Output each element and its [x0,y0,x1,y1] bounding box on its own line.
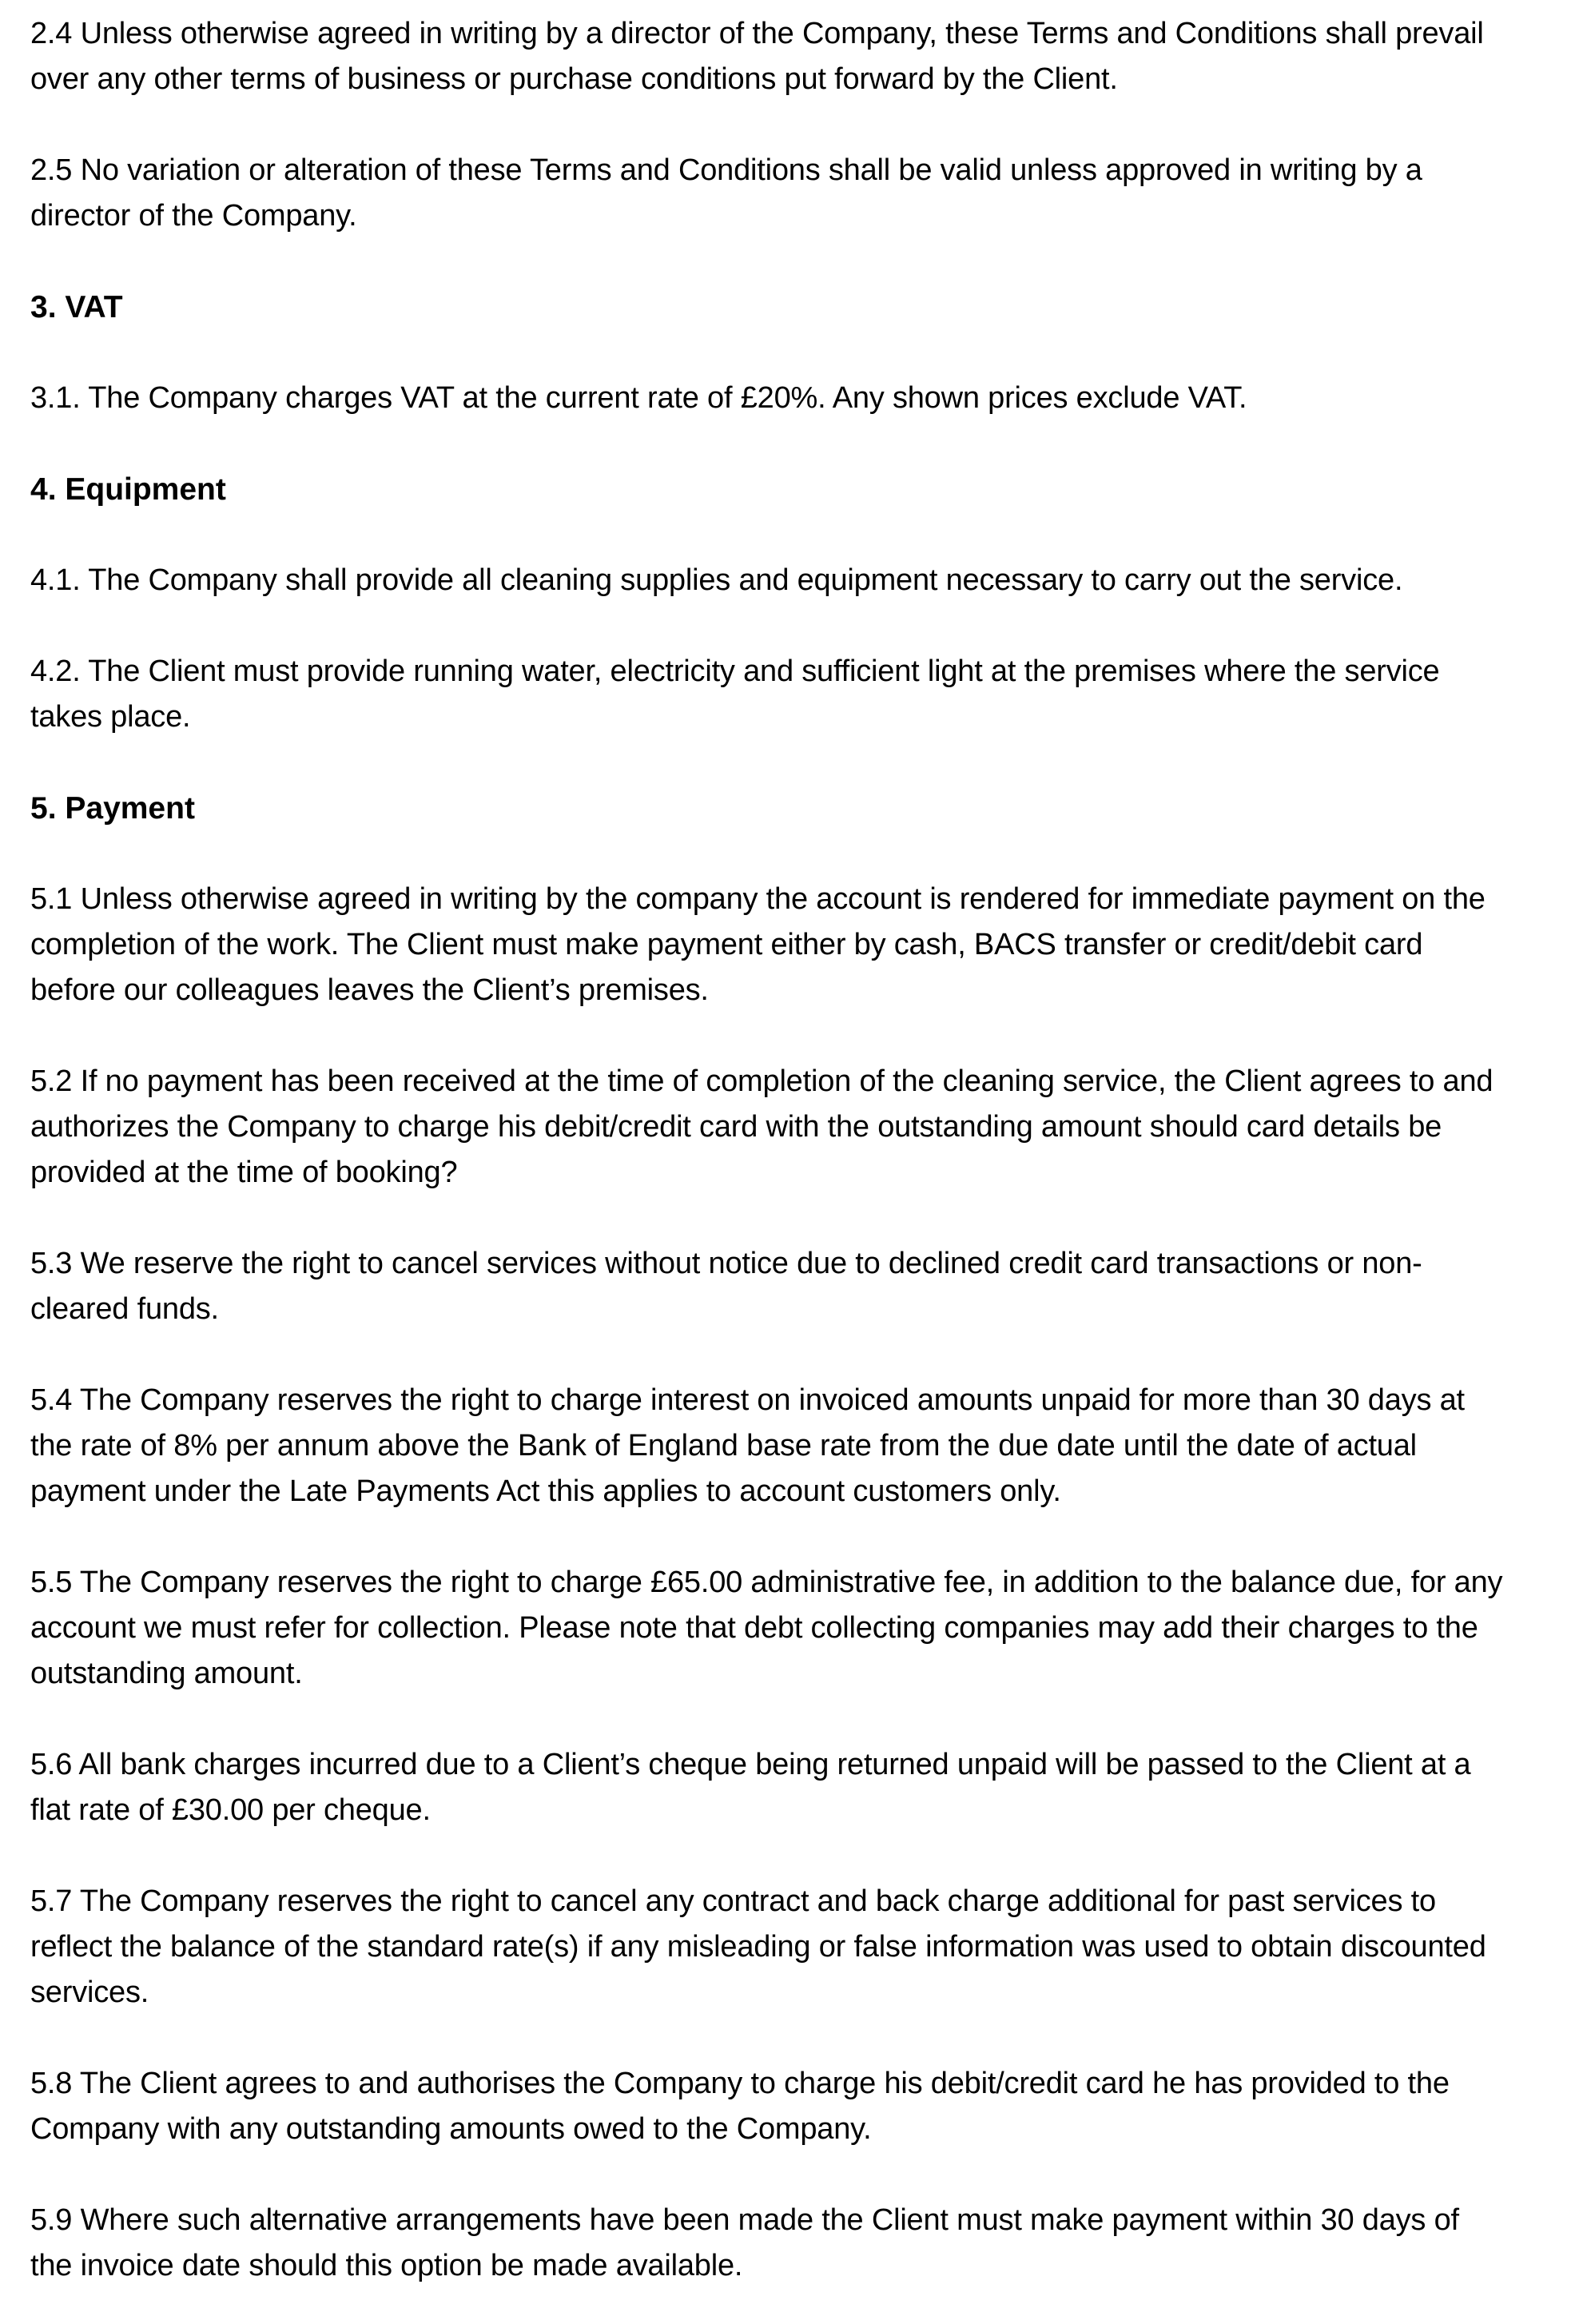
clause-5-8: 5.8 The Client agrees to and authorises the Company to charge his debit/credit card he has provided to the Company with any outstanding amounts owed to the Company. [30,2067,1450,2146]
section-heading-payment: 5. Payment [30,791,195,826]
clause-5-4: 5.4 The Company reserves the right to charge interest on invoiced amounts unpaid for more than 30 days at the rate of 8% per annum above the Bank of England base rate from the due date until the date of actual payment under the Late Payments Act this applies to account customers only. [30,1383,1465,1508]
clause-5-5: 5.5 The Company reserves the right to charge £65.00 administrative fee, in addition to the balance due, for any account we must refer for collection. Please note that debt collecting companies may add their charges to the outstanding amount. [30,1566,1503,1690]
section-heading-equipment: 4. Equipment [30,472,226,507]
section-heading-vat: 3. VAT [30,290,123,324]
clause-5-9: 5.9 Where such alternative arrangements have been made the Client must make payment within 30 days of the invoice date should this option be made available. [30,2203,1459,2282]
clause-3-1: 3.1. The Company charges VAT at the current rate of £20%. Any shown prices exclude VAT. [30,381,1247,415]
clause-5-1: 5.1 Unless otherwise agreed in writing by the company the account is rendered for immediate payment on the completion of the work. The Client must make payment either by cash, BACS transfer or credit/debit card before our colleagues leaves the Client’s premises. [30,882,1486,1007]
clause-2-4: 2.4 Unless otherwise agreed in writing by a director of the Company, these Terms and Conditions shall prevail over any other terms of business or purchase conditions put forward by the Client. [30,17,1484,96]
clause-5-7: 5.7 The Company reserves the right to cancel any contract and back charge additional for past services to reflect the balance of the standard rate(s) if any misleading or false information was used to obtain discounted services. [30,1884,1486,2009]
clause-2-5: 2.5 No variation or alteration of these Terms and Conditions shall be valid unless approved in writing by a director of the Company. [30,153,1422,233]
clause-5-3: 5.3 We reserve the right to cancel services without notice due to declined credit card transactions or non-cleared funds. [30,1247,1422,1326]
clause-5-6: 5.6 All bank charges incurred due to a Client’s cheque being returned unpaid will be passed to the Client at a flat rate of £30.00 per cheque. [30,1748,1471,1827]
clause-4-2: 4.2. The Client must provide running water, electricity and sufficient light at the premises where the service takes place. [30,655,1440,734]
clause-5-2: 5.2 If no payment has been received at the time of completion of the cleaning service, the Client agrees to and authorizes the Company to charge his debit/credit card with the outstanding amount should card details be provided at the time of booking? [30,1065,1494,1189]
clause-4-1: 4.1. The Company shall provide all cleaning supplies and equipment necessary to carry out the service. [30,563,1403,597]
